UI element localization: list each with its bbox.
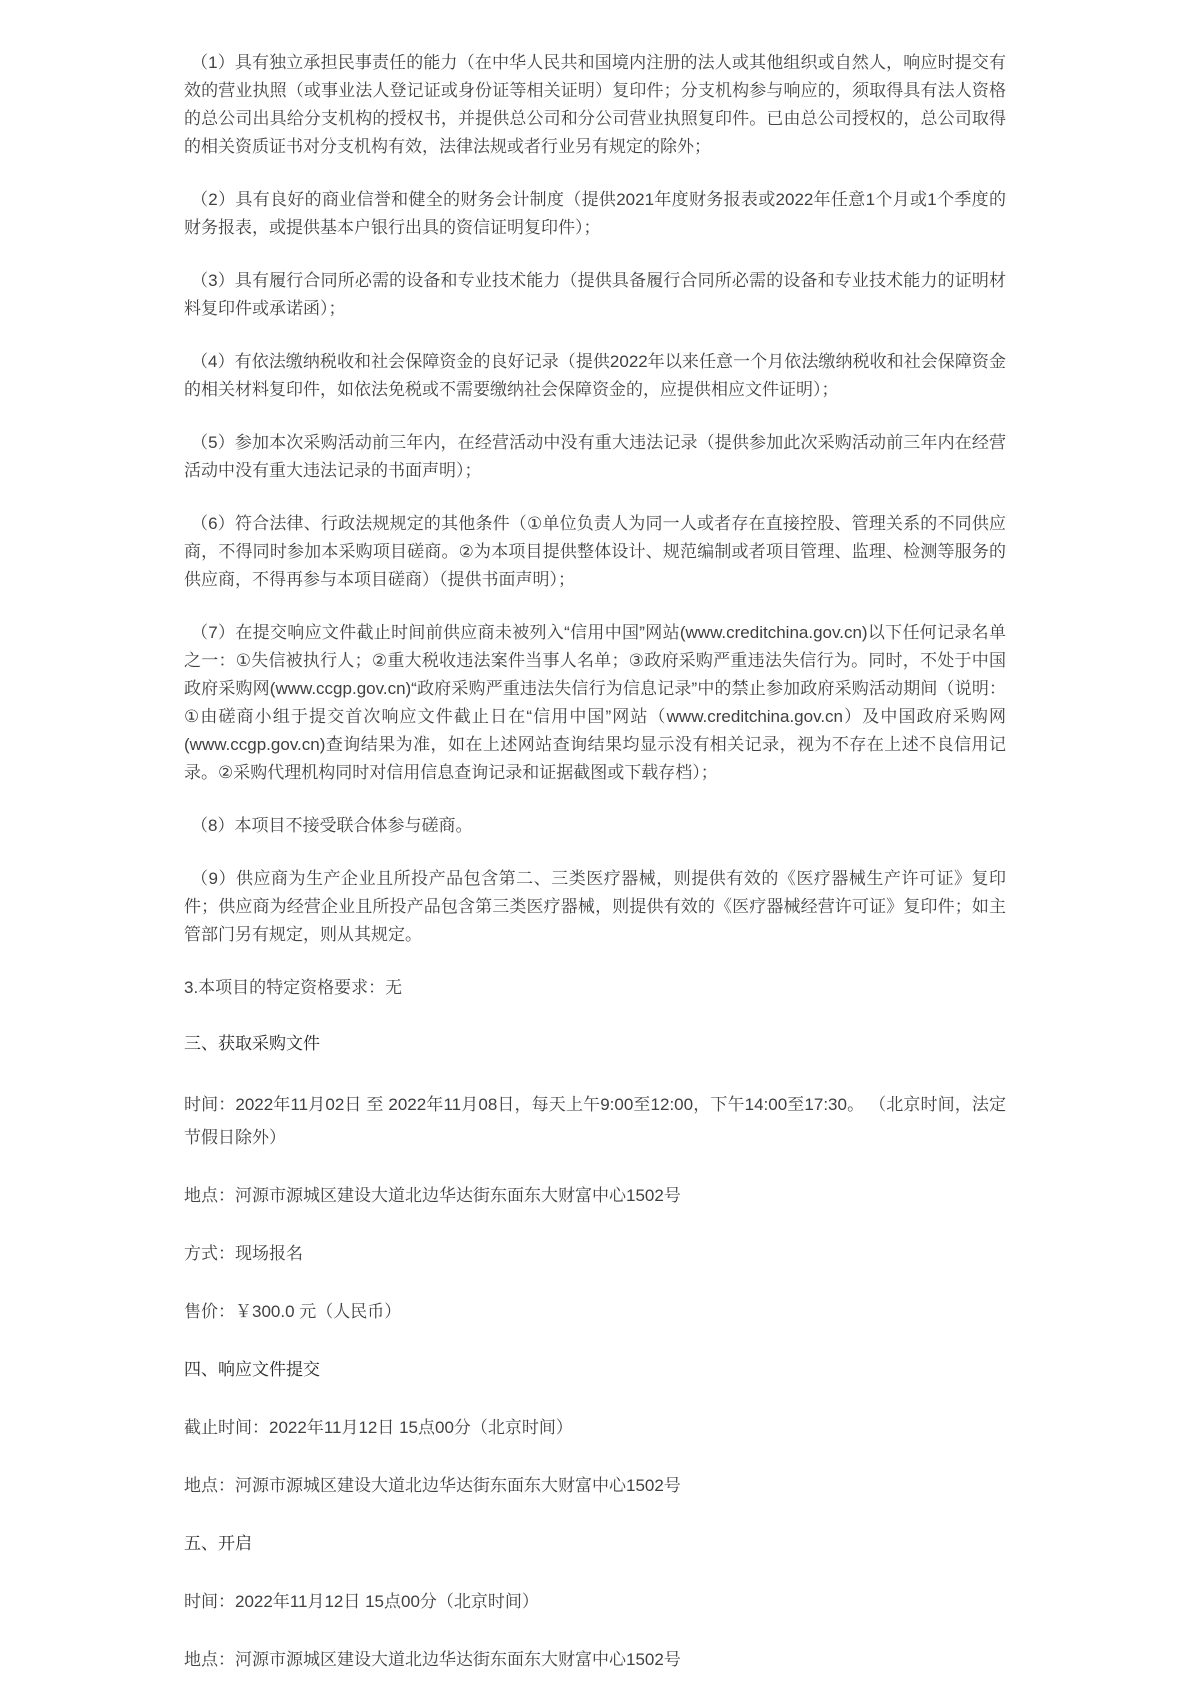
qualification-item-4: （4）有依法缴纳税收和社会保障资金的良好记录（提供2022年以来任意一个月依法缴纳税收和社会保障资金的相关材料复印件，如依法免税或不需要缴纳社会保障资金的，应提供相应文件证明）； [184, 352, 1006, 399]
qualification-item-8: （8）本项目不接受联合体参与磋商。 [191, 816, 473, 835]
procurement-notice-body [184, 0, 1006, 1674]
section-heading-opening: 五、开启 [184, 1534, 252, 1553]
obtain-time: 时间：2022年11月02日 至 2022年11月08日，每天上午9:00至12:00，下午14:00至17:30。 （北京时间，法定节假日除外） [184, 1095, 1006, 1147]
qualification-item-3: （3）具有履行合同所必需的设备和专业技术能力（提供具备履行合同所必需的设备和专业技术能力的证明材料复印件或承诺函）； [184, 271, 1006, 318]
opening-time: 时间：2022年11月12日 15点00分（北京时间） [184, 1592, 539, 1611]
qualification-item-5: （5）参加本次采购活动前三年内，在经营活动中没有重大违法记录（提供参加此次采购活动前三年内在经营活动中没有重大违法记录的书面声明）； [184, 433, 1006, 480]
submission-deadline: 截止时间：2022年11月12日 15点00分（北京时间） [184, 1418, 573, 1437]
submission-location: 地点：河源市源城区建设大道北边华达街东面东大财富中心1502号 [184, 1476, 681, 1495]
qualification-item-6: （6）符合法律、行政法规规定的其他条件（①单位负责人为同一人或者存在直接控股、管理关系的不同供应商，不得同时参加本采购项目磋商。②为本项目提供整体设计、规范编制或者项目管理、监理、检测等服务的供应商，不得再参与本项目磋商）（提供书面声明）； [184, 514, 1006, 589]
section-heading-obtain-documents: 三、获取采购文件 [184, 1034, 320, 1053]
qualification-item-1: （1）具有独立承担民事责任的能力（在中华人民共和国境内注册的法人或其他组织或自然人，响应时提交有效的营业执照（或事业法人登记证或身份证等相关证明）复印件；分支机构参与响应的，须取得具有法人资格的总公司出具给分支机构的授权书，并提供总公司和分公司营业执照复印件。已由总公司授权的，总公司取得的相关资质证书对分支机构有效，法律法规或者行业另有规定的除外； [184, 53, 1006, 156]
qualification-item-9: （9）供应商为生产企业且所投产品包含第二、三类医疗器械，则提供有效的《医疗器械生产许可证》复印件；供应商为经营企业且所投产品包含第三类医疗器械，则提供有效的《医疗器械经营许可证》复印件；如主管部门另有规定，则从其规定。 [184, 869, 1006, 944]
obtain-location: 地点：河源市源城区建设大道北边华达街东面东大财富中心1502号 [184, 1186, 681, 1205]
qualification-item-7: （7）在提交响应文件截止时间前供应商未被列入“信用中国”网站(www.creditchina.gov.cn)以下任何记录名单之一：①失信被执行人；②重大税收违法案件当事人名单；③政府采购严重违法失信行为。同时，不处于中国政府采购网(www.ccgp.gov.cn)“政府采购严重违法失信行为信息记录”中的禁止参加政府采购活动期间（说明：①由磋商小组于提交首次响应文件截止日在“信用中国”网站（www.creditchina.gov.cn）及中国政府采购网(www.ccgp.gov.cn)查询结果为准，如在上述网站查询结果均显示没有相关记录，视为不存在上述不良信用记录。②采购代理机构同时对信用信息查询记录和证据截图或下载存档）； [184, 623, 1006, 782]
section-heading-response-submission: 四、响应文件提交 [184, 1360, 320, 1379]
specific-qualification-note: 3.本项目的特定资格要求：无 [184, 978, 403, 997]
opening-location: 地点：河源市源城区建设大道北边华达街东面东大财富中心1502号 [184, 1650, 681, 1669]
obtain-price: 售价：￥300.0 元（人民币） [184, 1302, 402, 1321]
obtain-method: 方式：现场报名 [184, 1244, 303, 1263]
qualification-item-2: （2）具有良好的商业信誉和健全的财务会计制度（提供2021年度财务报表或2022年任意1个月或1个季度的财务报表，或提供基本户银行出具的资信证明复印件）； [184, 190, 1006, 237]
